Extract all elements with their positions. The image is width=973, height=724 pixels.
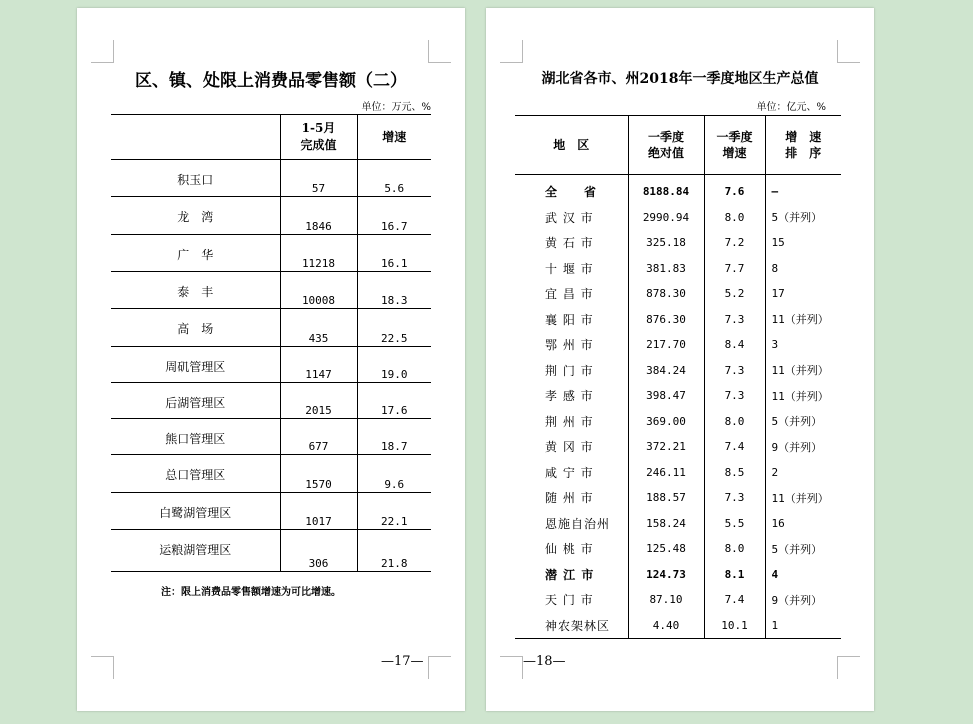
value-cell: 876.30 bbox=[628, 307, 704, 333]
page-title: 区、镇、处限上消费品零售额（二） bbox=[135, 71, 407, 91]
unit-label: 单位：亿元、% bbox=[756, 102, 826, 113]
crop-mark-top-right bbox=[428, 40, 451, 63]
header-growth bbox=[704, 116, 765, 175]
region-cell: 龙 湾 bbox=[111, 197, 280, 235]
value-cell: 2990.94 bbox=[628, 205, 704, 231]
table-row bbox=[515, 175, 841, 205]
value-cell: 188.57 bbox=[628, 485, 704, 511]
page-title: 湖北省各市、州2018年一季度地区生产总值 bbox=[541, 71, 819, 87]
table-row bbox=[111, 493, 431, 530]
header-region bbox=[111, 115, 280, 160]
header-value-line1: 1-5月 bbox=[301, 121, 336, 135]
growth-cell: 7.3 bbox=[704, 383, 765, 409]
table-row bbox=[111, 383, 431, 419]
header-rank-line2: 排 序 bbox=[785, 146, 822, 160]
value-cell: 878.30 bbox=[628, 281, 704, 307]
table-row bbox=[515, 613, 841, 639]
rank-cell: 9（并列） bbox=[771, 593, 823, 607]
rank-cell: 17 bbox=[771, 287, 785, 301]
region-cell: 随 州 市 bbox=[515, 485, 628, 511]
value-cell: 158.24 bbox=[628, 511, 704, 537]
crop-mark-top-left bbox=[91, 40, 114, 63]
table-row bbox=[515, 383, 841, 409]
header-abs-value bbox=[628, 116, 704, 175]
value-cell: 372.21 bbox=[628, 434, 704, 460]
growth-cell: 7.3 bbox=[704, 358, 765, 384]
region-cell: 周矶管理区 bbox=[111, 347, 280, 383]
rank-cell: 4 bbox=[771, 567, 779, 581]
header-rank bbox=[765, 116, 841, 175]
region-cell: 恩施自治州 bbox=[515, 511, 628, 537]
growth-cell: 7.3 bbox=[704, 307, 765, 333]
region-cell: 武 汉 市 bbox=[515, 205, 628, 231]
region-cell: 积玉口 bbox=[111, 160, 280, 197]
table-row bbox=[111, 235, 431, 272]
header-growth-line1: 一季度 bbox=[716, 130, 753, 144]
table-row bbox=[111, 530, 431, 572]
retail-sales-table bbox=[111, 114, 431, 572]
region-cell: 潜 江 市 bbox=[515, 562, 628, 588]
rank-cell: 5（并列） bbox=[771, 542, 823, 556]
header-abs-line2: 绝对值 bbox=[647, 146, 684, 160]
table-row bbox=[111, 197, 431, 235]
region-cell: 白鹭湖管理区 bbox=[111, 493, 280, 530]
table-row bbox=[111, 455, 431, 493]
region-cell: 荆 门 市 bbox=[515, 358, 628, 384]
unit-label: 单位：万元、% bbox=[361, 102, 431, 113]
region-cell: 全 省 bbox=[515, 175, 628, 205]
value-cell: 11218 bbox=[280, 235, 357, 272]
value-cell: 217.70 bbox=[628, 332, 704, 358]
region-cell: 总口管理区 bbox=[111, 455, 280, 493]
table-row bbox=[515, 434, 841, 460]
region-cell: 后湖管理区 bbox=[111, 383, 280, 419]
value-cell: 10008 bbox=[280, 272, 357, 309]
table-row bbox=[515, 562, 841, 588]
value-cell: 125.48 bbox=[628, 536, 704, 562]
growth-cell: 16.7 bbox=[357, 197, 431, 235]
header-abs-line1: 一季度 bbox=[647, 130, 684, 144]
value-cell: 384.24 bbox=[628, 358, 704, 384]
region-cell: 鄂 州 市 bbox=[515, 332, 628, 358]
growth-cell: 17.6 bbox=[357, 383, 431, 419]
rank-cell: 15 bbox=[771, 236, 785, 250]
table-row bbox=[515, 256, 841, 282]
rank-cell: 16 bbox=[771, 516, 785, 530]
header-value bbox=[280, 115, 357, 160]
region-cell: 熊口管理区 bbox=[111, 419, 280, 455]
gdp-table bbox=[515, 115, 841, 639]
region-cell: 黄 石 市 bbox=[515, 230, 628, 256]
region-cell: 十 堰 市 bbox=[515, 256, 628, 282]
region-cell: 襄 阳 市 bbox=[515, 307, 628, 333]
rank-cell: 11（并列） bbox=[771, 313, 829, 327]
growth-cell: 8.0 bbox=[704, 536, 765, 562]
table-row bbox=[515, 460, 841, 486]
region-cell: 咸 宁 市 bbox=[515, 460, 628, 486]
table-header-row bbox=[515, 116, 841, 175]
growth-cell: 5.2 bbox=[704, 281, 765, 307]
growth-cell: 5.6 bbox=[357, 160, 431, 197]
growth-cell: 22.5 bbox=[357, 309, 431, 347]
rank-cell: 1 bbox=[765, 613, 841, 639]
growth-cell: 9.6 bbox=[357, 455, 431, 493]
region-cell: 运粮湖管理区 bbox=[111, 530, 280, 572]
region-cell: 荆 州 市 bbox=[515, 409, 628, 435]
growth-cell: 7.3 bbox=[704, 485, 765, 511]
value-cell: 381.83 bbox=[628, 256, 704, 282]
growth-cell: 7.4 bbox=[704, 587, 765, 613]
rank-cell: 2 bbox=[771, 465, 779, 479]
rank-cell: — bbox=[771, 185, 779, 199]
growth-cell: 8.4 bbox=[704, 332, 765, 358]
rank-cell: 11（并列） bbox=[771, 364, 829, 378]
table-row bbox=[515, 511, 841, 537]
rank-cell: 5（并列） bbox=[771, 211, 823, 225]
header-growth-line2: 增速 bbox=[722, 146, 747, 160]
value-cell: 4.40 bbox=[628, 613, 704, 639]
table-row bbox=[515, 281, 841, 307]
growth-cell: 7.6 bbox=[704, 175, 765, 205]
growth-cell: 5.5 bbox=[704, 511, 765, 537]
table-row bbox=[515, 536, 841, 562]
value-cell: 57 bbox=[280, 160, 357, 197]
header-value-line2: 完成值 bbox=[300, 138, 337, 152]
growth-cell: 8.1 bbox=[704, 562, 765, 588]
growth-cell: 8.0 bbox=[704, 409, 765, 435]
value-cell: 1846 bbox=[280, 197, 357, 235]
table-row bbox=[111, 160, 431, 197]
rank-cell: 8 bbox=[771, 261, 779, 275]
page-number: —18— bbox=[523, 654, 566, 669]
table-row bbox=[515, 485, 841, 511]
region-cell: 高 场 bbox=[111, 309, 280, 347]
value-cell: 8188.84 bbox=[628, 175, 704, 205]
table-row bbox=[111, 419, 431, 455]
rank-cell: 11（并列） bbox=[771, 491, 829, 505]
value-cell: 87.10 bbox=[628, 587, 704, 613]
value-cell: 124.73 bbox=[628, 562, 704, 588]
crop-mark-bottom-left bbox=[91, 656, 114, 679]
crop-mark-bottom-right bbox=[428, 656, 451, 679]
table-row bbox=[515, 307, 841, 333]
table-row bbox=[515, 409, 841, 435]
value-cell: 1147 bbox=[280, 347, 357, 383]
table-row bbox=[515, 332, 841, 358]
table-row bbox=[515, 358, 841, 384]
page-number: —17— bbox=[381, 654, 424, 669]
region-cell: 天 门 市 bbox=[515, 587, 628, 613]
value-cell: 369.00 bbox=[628, 409, 704, 435]
growth-cell: 18.3 bbox=[357, 272, 431, 309]
growth-cell: 18.7 bbox=[357, 419, 431, 455]
growth-cell: 7.2 bbox=[704, 230, 765, 256]
value-cell: 1570 bbox=[280, 455, 357, 493]
growth-cell: 10.1 bbox=[704, 613, 765, 639]
crop-mark-bottom-right bbox=[837, 656, 860, 679]
region-cell: 仙 桃 市 bbox=[515, 536, 628, 562]
table-row bbox=[515, 587, 841, 613]
value-cell: 1017 bbox=[280, 493, 357, 530]
value-cell: 677 bbox=[280, 419, 357, 455]
table-row bbox=[515, 205, 841, 231]
rank-cell: 11（并列） bbox=[771, 389, 829, 403]
growth-cell: 16.1 bbox=[357, 235, 431, 272]
growth-cell: 7.4 bbox=[704, 434, 765, 460]
table-note: 注：限上消费品零售额增速为可比增速。 bbox=[161, 587, 341, 598]
page-18 bbox=[486, 8, 874, 711]
value-cell: 435 bbox=[280, 309, 357, 347]
header-growth: 增速 bbox=[357, 115, 431, 160]
rank-cell: 5（并列） bbox=[771, 415, 823, 429]
crop-mark-top-left bbox=[500, 40, 523, 63]
header-rank-line1: 增 速 bbox=[785, 130, 822, 144]
region-cell: 孝 感 市 bbox=[515, 383, 628, 409]
header-region: 地 区 bbox=[515, 116, 628, 175]
region-cell: 神农架林区 bbox=[515, 613, 628, 639]
table-row bbox=[111, 309, 431, 347]
growth-cell: 19.0 bbox=[357, 347, 431, 383]
table-row bbox=[515, 230, 841, 256]
rank-cell: 9（并列） bbox=[771, 440, 823, 454]
crop-mark-bottom-left bbox=[500, 656, 523, 679]
table-row bbox=[111, 347, 431, 383]
region-cell: 广 华 bbox=[111, 235, 280, 272]
table-row bbox=[111, 272, 431, 309]
value-cell: 398.47 bbox=[628, 383, 704, 409]
growth-cell: 22.1 bbox=[357, 493, 431, 530]
table-header-row bbox=[111, 115, 431, 160]
region-cell: 黄 冈 市 bbox=[515, 434, 628, 460]
growth-cell: 7.7 bbox=[704, 256, 765, 282]
value-cell: 306 bbox=[280, 530, 357, 572]
growth-cell: 8.0 bbox=[704, 205, 765, 231]
region-cell: 泰 丰 bbox=[111, 272, 280, 309]
growth-cell: 8.5 bbox=[704, 460, 765, 486]
page-17 bbox=[77, 8, 465, 711]
value-cell: 2015 bbox=[280, 383, 357, 419]
value-cell: 325.18 bbox=[628, 230, 704, 256]
rank-cell: 3 bbox=[771, 338, 779, 352]
growth-cell: 21.8 bbox=[357, 530, 431, 572]
value-cell: 246.11 bbox=[628, 460, 704, 486]
region-cell: 宜 昌 市 bbox=[515, 281, 628, 307]
crop-mark-top-right bbox=[837, 40, 860, 63]
